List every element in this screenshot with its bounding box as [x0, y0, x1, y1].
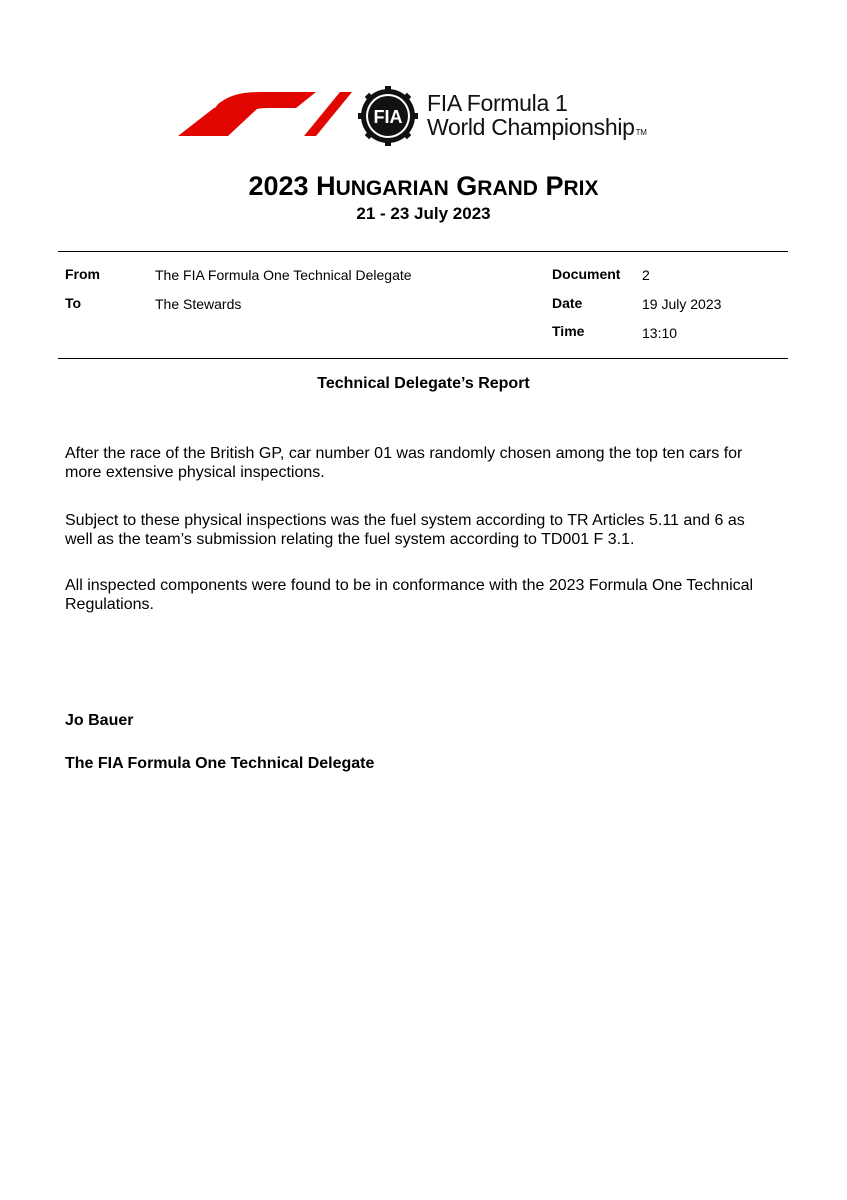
event-name-rest-3: RIX — [563, 177, 599, 200]
date-label: Date — [552, 295, 583, 311]
fia-emblem-text: FIA — [373, 107, 403, 127]
f1-logo-graphic — [176, 86, 426, 146]
logo-line-1: FIA Formula 1 — [427, 90, 568, 116]
document-label: Document — [552, 266, 621, 282]
fia-emblem-icon — [358, 86, 418, 146]
report-paragraph-3: All inspected components were found to be in conformance with the 2023 Formula One Technical Regulations. — [65, 577, 754, 613]
event-name-g: G — [456, 171, 478, 201]
signatory-name: Jo Bauer — [65, 712, 134, 729]
event-name-p: P — [545, 171, 564, 201]
logo-line-2 — [427, 116, 647, 139]
signatory-title: The FIA Formula One Technical Delegate — [65, 755, 375, 772]
from-value: The FIA Formula One Technical Delegate — [155, 267, 412, 283]
event-year: 2023 — [248, 171, 309, 201]
f1-mark-icon — [178, 92, 352, 136]
document-value: 2 — [642, 267, 650, 283]
event-name-h: H — [316, 171, 336, 201]
fia-f1-logo — [176, 86, 696, 146]
report-paragraph-2: Subject to these physical inspections was the fuel system according to TR Articles 5.11 and 6 as well as the team’s submission relating the fuel system according to TD001 F 3.1. — [65, 512, 745, 548]
time-label: Time — [552, 323, 585, 339]
to-label: To — [65, 295, 82, 311]
report-paragraph-1: After the race of the British GP, car number 01 was randomly chosen among the top ten cars for more extensive physical inspections. — [65, 445, 743, 481]
date-value: 19 July 2023 — [642, 296, 722, 312]
trademark-mark: TM — [635, 128, 647, 137]
event-title — [0, 171, 847, 202]
header-top-divider — [58, 251, 788, 252]
from-label: From — [65, 266, 100, 282]
header-bottom-divider — [58, 358, 788, 359]
event-dates: 21 - 23 July 2023 — [356, 204, 491, 223]
event-name-rest-1: UNGARIAN — [335, 177, 449, 200]
to-value: The Stewards — [155, 296, 242, 312]
logo-line-2-text: World Championship — [427, 114, 635, 140]
report-title: Technical Delegate’s Report — [317, 375, 530, 392]
event-name-rest-2: RAND — [477, 177, 538, 200]
time-value: 13:10 — [642, 325, 678, 341]
